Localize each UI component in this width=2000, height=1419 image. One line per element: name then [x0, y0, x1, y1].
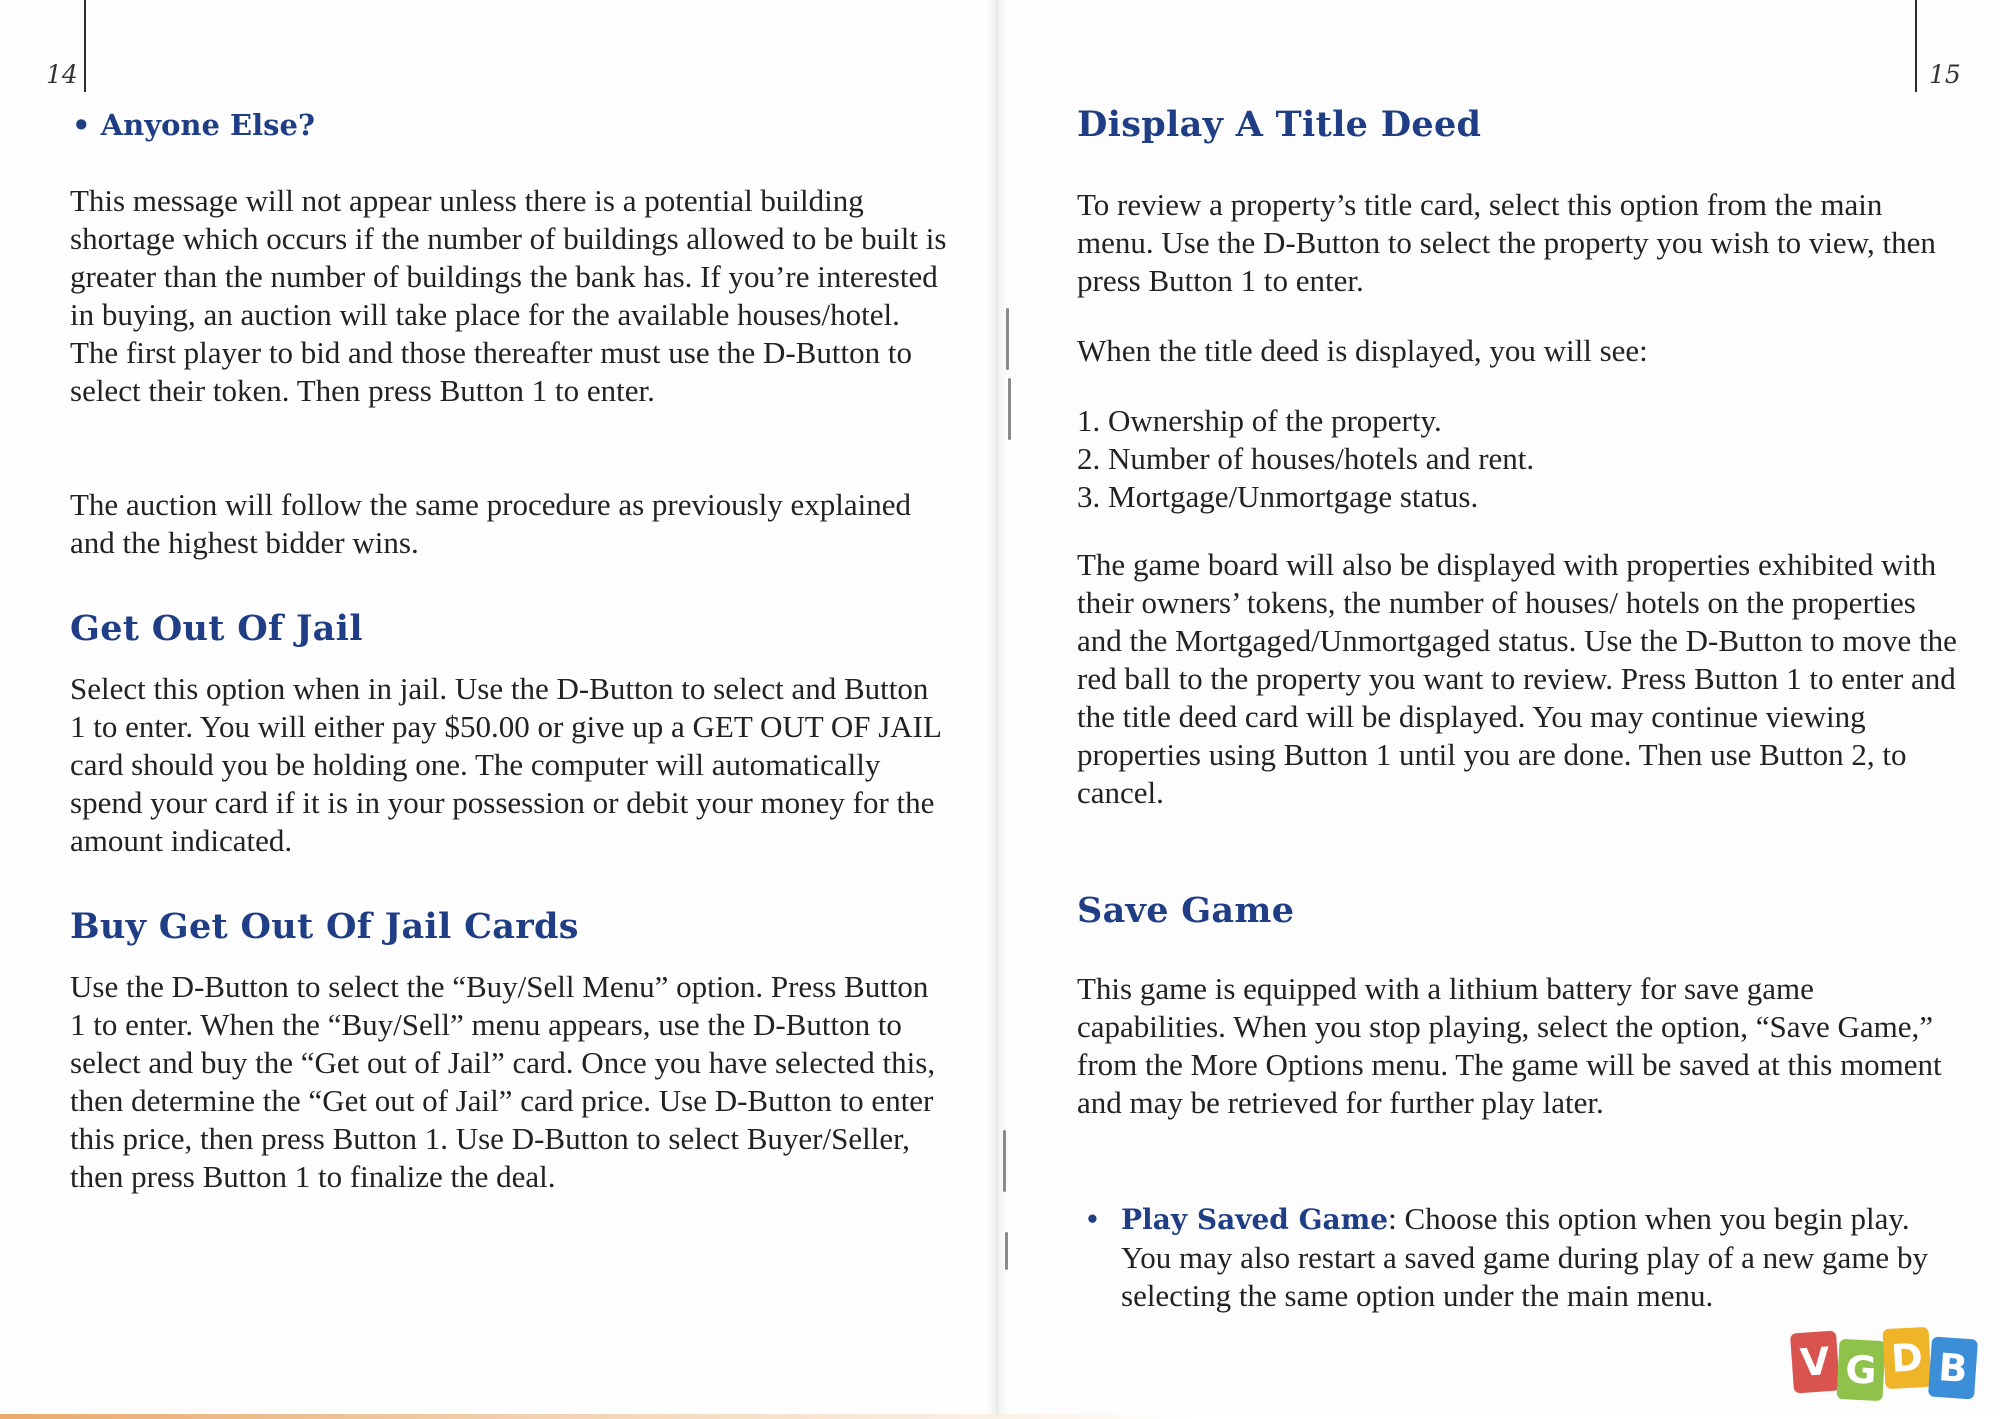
staple	[1006, 308, 1009, 370]
staple	[1008, 378, 1011, 440]
right-page-rule	[1915, 0, 1917, 92]
auction-paragraph: The auction will follow the same procedure as previously explained and the highest bidder wins.	[70, 487, 912, 560]
buy-jail-cards-heading: Buy Get Out Of Jail Cards	[70, 906, 579, 947]
game-board-paragraph: The game board will also be displayed with properties exhibited with their owners’ tokens, the number of houses/ hotels on the properties and the Mortgaged/Unmortgaged status. Use the D-Button to move the red ball to the property you want to review. Press Button 1 to enter and the title deed card will be displayed. You may continue viewing properties using Button 1 until you are done. Then use Button 2, to cancel.	[1077, 547, 1957, 810]
left-page-rule	[84, 0, 86, 92]
list-item: 2. Number of houses/hotels and rent.	[1077, 441, 1535, 476]
staple	[1003, 1130, 1006, 1192]
anyone-else-heading	[72, 108, 315, 142]
page-edge-strip	[0, 1414, 2000, 1419]
save-game-heading: Save Game	[1077, 890, 1295, 931]
list-item: 3. Mortgage/Unmortgage status.	[1077, 479, 1479, 514]
save-game-paragraph: This game is equipped with a lithium battery for save game capabilities. When you stop playing, select the option, “Save Game,” from the More Options menu. The game will be saved at this moment and may be retrieved for further play later.	[1077, 971, 1942, 1120]
anyone-else-label: Anyone Else?	[100, 108, 315, 142]
right-page-number: 15	[1929, 60, 1961, 89]
get-out-of-jail-heading: Get Out Of Jail	[70, 608, 363, 649]
anyone-else-paragraph: This message will not appear unless there is a potential building shortage which occurs if the number of buildings allowed to be built is greater than the number of buildings the bank has. If you’re interested in buying, an auction will take place for the available houses/hotel. The first player to bid and those thereafter must use the D-Button to select their token. Then press Button 1 to enter.	[70, 183, 947, 408]
right-page	[995, 0, 2000, 1419]
watermark-letter: D	[1882, 1327, 1931, 1389]
title-deed-intro: When the title deed is displayed, you will see:	[1077, 333, 1648, 368]
vgdb-watermark-logo	[1792, 1332, 1988, 1398]
watermark-letter: B	[1928, 1336, 1978, 1399]
watermark-letter: V	[1790, 1330, 1840, 1393]
title-deed-list	[1077, 402, 1957, 516]
left-page	[0, 0, 995, 1419]
get-out-of-jail-paragraph: Select this option when in jail. Use the D-Button to select and Button 1 to enter. You will either pay $50.00 or give up a GET OUT OF JAIL card should you be holding one. The computer will automatically spend your card if it is in your possession or debit your money for the amount indicated.	[70, 671, 941, 858]
buy-jail-cards-paragraph: Use the D-Button to select the “Buy/Sell Menu” option. Press Button 1 to enter. When the “Buy/Sell” menu appears, use the D-Button to select and buy the “Get out of Jail” card. Once you have selected this, then determine the “Get out of Jail” card price. Use D-Button to enter this price, then press Button 1. Use D-Button to select Buyer/Seller, then press Button 1 to finalize the deal.	[70, 969, 936, 1194]
bullet-icon: •	[72, 108, 101, 142]
display-title-deed-heading: Display A Title Deed	[1077, 104, 1482, 145]
play-saved-game-bullet	[1087, 1200, 1961, 1315]
watermark-letter: G	[1836, 1339, 1885, 1401]
title-deed-paragraph: To review a property’s title card, select this option from the main menu. Use the D-Button to select the property you wish to view, then press Button 1 to enter.	[1077, 187, 1936, 298]
play-saved-game-label: Play Saved Game	[1121, 1203, 1389, 1236]
play-saved-game-text: : Choose this option when you begin play. You may also restart a saved game during play of a new game by selecting the same option under the main menu.	[1121, 1201, 1928, 1313]
book-spine	[985, 0, 1009, 1419]
list-item: 1. Ownership of the property.	[1077, 403, 1442, 438]
left-page-number: 14	[46, 60, 78, 89]
staple	[1005, 1232, 1008, 1270]
bullet-icon: •	[1087, 1201, 1098, 1236]
